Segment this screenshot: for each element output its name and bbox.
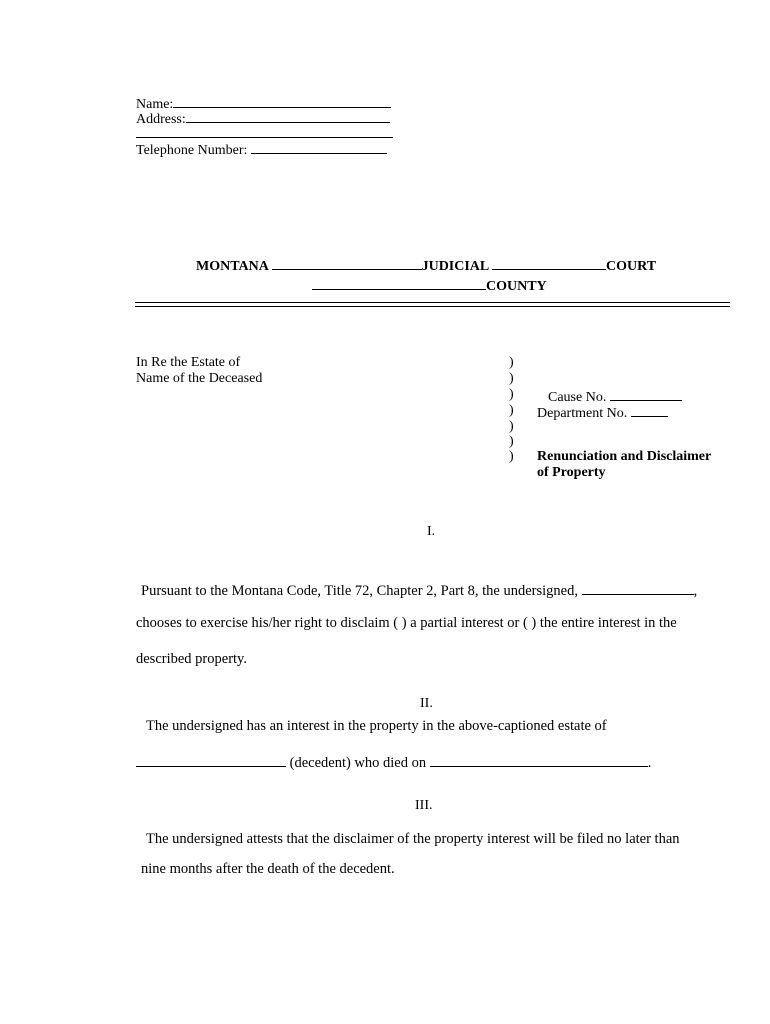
decedent-name-field[interactable]: [136, 753, 286, 767]
judicial-label: JUDICIAL: [421, 259, 489, 274]
caption-paren: ): [509, 449, 514, 464]
section-heading-2: II.: [420, 696, 433, 711]
cause-label: Cause No.: [548, 390, 607, 405]
section-heading-1: I.: [427, 524, 436, 539]
cause-number-field[interactable]: [610, 387, 682, 401]
section-1-text: Pursuant to the Montana Code, Title 72, Chapter 2, Part 8, the undersigned,: [141, 583, 578, 599]
section-2-line-1: The undersigned has an interest in the property in the above-captioned estate of: [146, 718, 607, 734]
court-label: COURT: [605, 259, 657, 274]
caption-paren: ): [509, 419, 514, 434]
section-heading-3: III.: [415, 798, 433, 813]
caption-paren: ): [509, 403, 514, 418]
department-number-line: [537, 403, 668, 422]
telephone-field[interactable]: [251, 140, 387, 154]
section-3-line-2: nine months after the death of the decedent.: [141, 861, 395, 877]
county-label: COUNTY: [486, 279, 547, 294]
name-label: Name:: [136, 97, 174, 112]
section-2-mid-text: (decedent) who died on: [289, 755, 427, 771]
double-rule-top: [135, 302, 730, 303]
caption-paren: ): [509, 371, 514, 386]
date-of-death-field[interactable]: [430, 753, 648, 767]
section-1-line-2: chooses to exercise his/her right to disclaim ( ) a partial interest or ( ) the entire interest in the: [136, 615, 677, 631]
section-2-line-2: [136, 753, 651, 771]
estate-line-2: Name of the Deceased: [136, 371, 263, 386]
district-number-field[interactable]: [272, 255, 422, 270]
caption-paren: ): [509, 434, 514, 449]
undersigned-name-field[interactable]: [582, 581, 694, 595]
telephone-line: [136, 140, 387, 159]
double-rule-bottom: [135, 306, 730, 307]
section-2-period: .: [647, 755, 652, 771]
department-label: Department No.: [537, 406, 628, 421]
document-title-line2: of Property: [537, 465, 606, 480]
section-1-line-1: [141, 581, 697, 599]
estate-line-1: In Re the Estate of: [136, 355, 241, 370]
name-field[interactable]: [173, 94, 391, 108]
address-label: Address:: [136, 112, 186, 127]
court-heading-line1: [196, 255, 656, 275]
montana-label: MONTANA: [196, 259, 269, 274]
caption-paren: ): [509, 387, 514, 402]
address-field[interactable]: [186, 109, 390, 123]
department-number-field[interactable]: [631, 403, 668, 417]
section-1-comma: ,: [693, 583, 698, 599]
caption-paren: ): [509, 355, 514, 370]
court-type-field[interactable]: [492, 255, 606, 270]
court-heading-line2: [312, 275, 547, 295]
document-title-line1: Renunciation and Disclaimer: [537, 449, 712, 464]
section-1-line-3: described property.: [136, 651, 247, 667]
telephone-label: Telephone Number:: [136, 143, 248, 158]
address-field-2[interactable]: [136, 124, 393, 138]
county-field[interactable]: [312, 275, 486, 290]
section-3-line-1: The undersigned attests that the disclaimer of the property interest will be filed no later than: [146, 831, 680, 847]
